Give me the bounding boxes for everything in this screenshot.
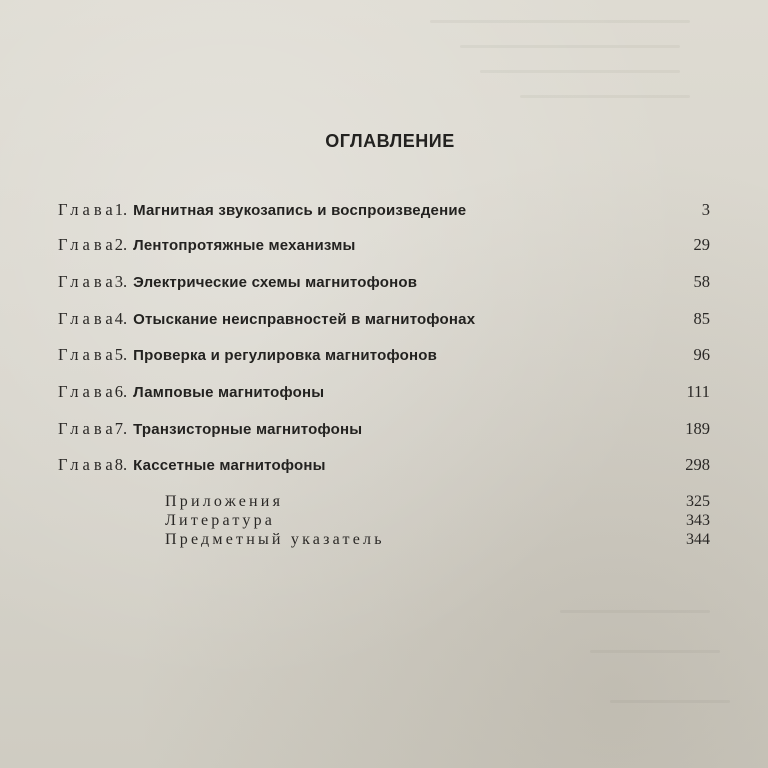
chapter-number: 7. xyxy=(114,419,128,438)
chapter-number: 3. xyxy=(114,272,128,291)
toc-entry-chapter-2 xyxy=(58,235,710,257)
toc-entry-chapter-8 xyxy=(58,455,710,477)
chapter-page: 85 xyxy=(693,309,710,328)
chapter-label: Глава xyxy=(58,419,117,438)
chapter-page: 189 xyxy=(685,419,710,438)
chapter-label: Глава xyxy=(58,272,117,291)
chapter-title: Проверка и регулировка магнитофонов xyxy=(133,347,438,364)
toc-entry-appendix xyxy=(165,493,710,511)
toc-entry-chapter-4 xyxy=(58,309,710,331)
chapter-page: 298 xyxy=(685,455,710,474)
bleed-through-line xyxy=(560,610,710,613)
toc-entry-chapter-1 xyxy=(58,200,710,222)
toc-entry-chapter-3 xyxy=(58,272,710,294)
chapter-title: Магнитная звукозапись и воспроизведение xyxy=(133,202,467,219)
chapter-number: 4. xyxy=(114,309,128,328)
chapter-title: Ламповые магнитофоны xyxy=(133,384,325,401)
chapter-label: Глава xyxy=(58,235,117,254)
chapter-page: 58 xyxy=(693,272,710,291)
toc-entry-subject-index xyxy=(165,531,710,549)
toc-entry-chapter-5 xyxy=(58,345,710,367)
bleed-through-line xyxy=(430,20,690,23)
chapter-title: Электрические схемы магнитофонов xyxy=(133,274,418,291)
chapter-label: Глава xyxy=(58,455,117,474)
chapter-page: 3 xyxy=(701,200,710,219)
bleed-through-line xyxy=(480,70,680,73)
chapter-number: 5. xyxy=(114,345,128,364)
chapter-title: Транзисторные магнитофоны xyxy=(133,421,363,438)
chapter-title: Кассетные магнитофоны xyxy=(133,457,326,474)
toc-heading: ОГЛАВЛЕНИЕ xyxy=(325,131,455,151)
subject-index-page: 344 xyxy=(686,531,710,548)
chapter-label: Глава xyxy=(58,309,117,328)
chapter-number: 1. xyxy=(114,200,128,219)
chapter-number: 2. xyxy=(114,235,128,254)
chapter-title: Лентопротяжные механизмы xyxy=(133,237,356,254)
toc-entry-literature xyxy=(165,512,710,530)
subject-index-title: Предметный указатель xyxy=(165,531,385,548)
chapter-label: Глава xyxy=(58,382,117,401)
chapter-label: Глава xyxy=(58,345,117,364)
chapter-page: 111 xyxy=(686,382,710,401)
appendix-title: Приложения xyxy=(165,493,284,510)
toc-entry-chapter-7 xyxy=(58,419,710,441)
chapter-number: 8. xyxy=(114,455,128,474)
chapter-title: Отыскание неисправностей в магнитофонах xyxy=(133,311,476,328)
chapter-number: 6. xyxy=(114,382,128,401)
chapter-page: 96 xyxy=(693,345,710,364)
chapter-label: Глава xyxy=(58,200,117,219)
literature-page: 343 xyxy=(686,512,710,529)
bleed-through-line xyxy=(590,650,720,653)
toc-entry-chapter-6 xyxy=(58,382,710,404)
chapter-page: 29 xyxy=(693,235,710,254)
bleed-through-line xyxy=(460,45,680,48)
bleed-through-line xyxy=(520,95,690,98)
bleed-through-line xyxy=(610,700,730,703)
appendix-page: 325 xyxy=(686,493,710,510)
literature-title: Литература xyxy=(165,512,276,529)
